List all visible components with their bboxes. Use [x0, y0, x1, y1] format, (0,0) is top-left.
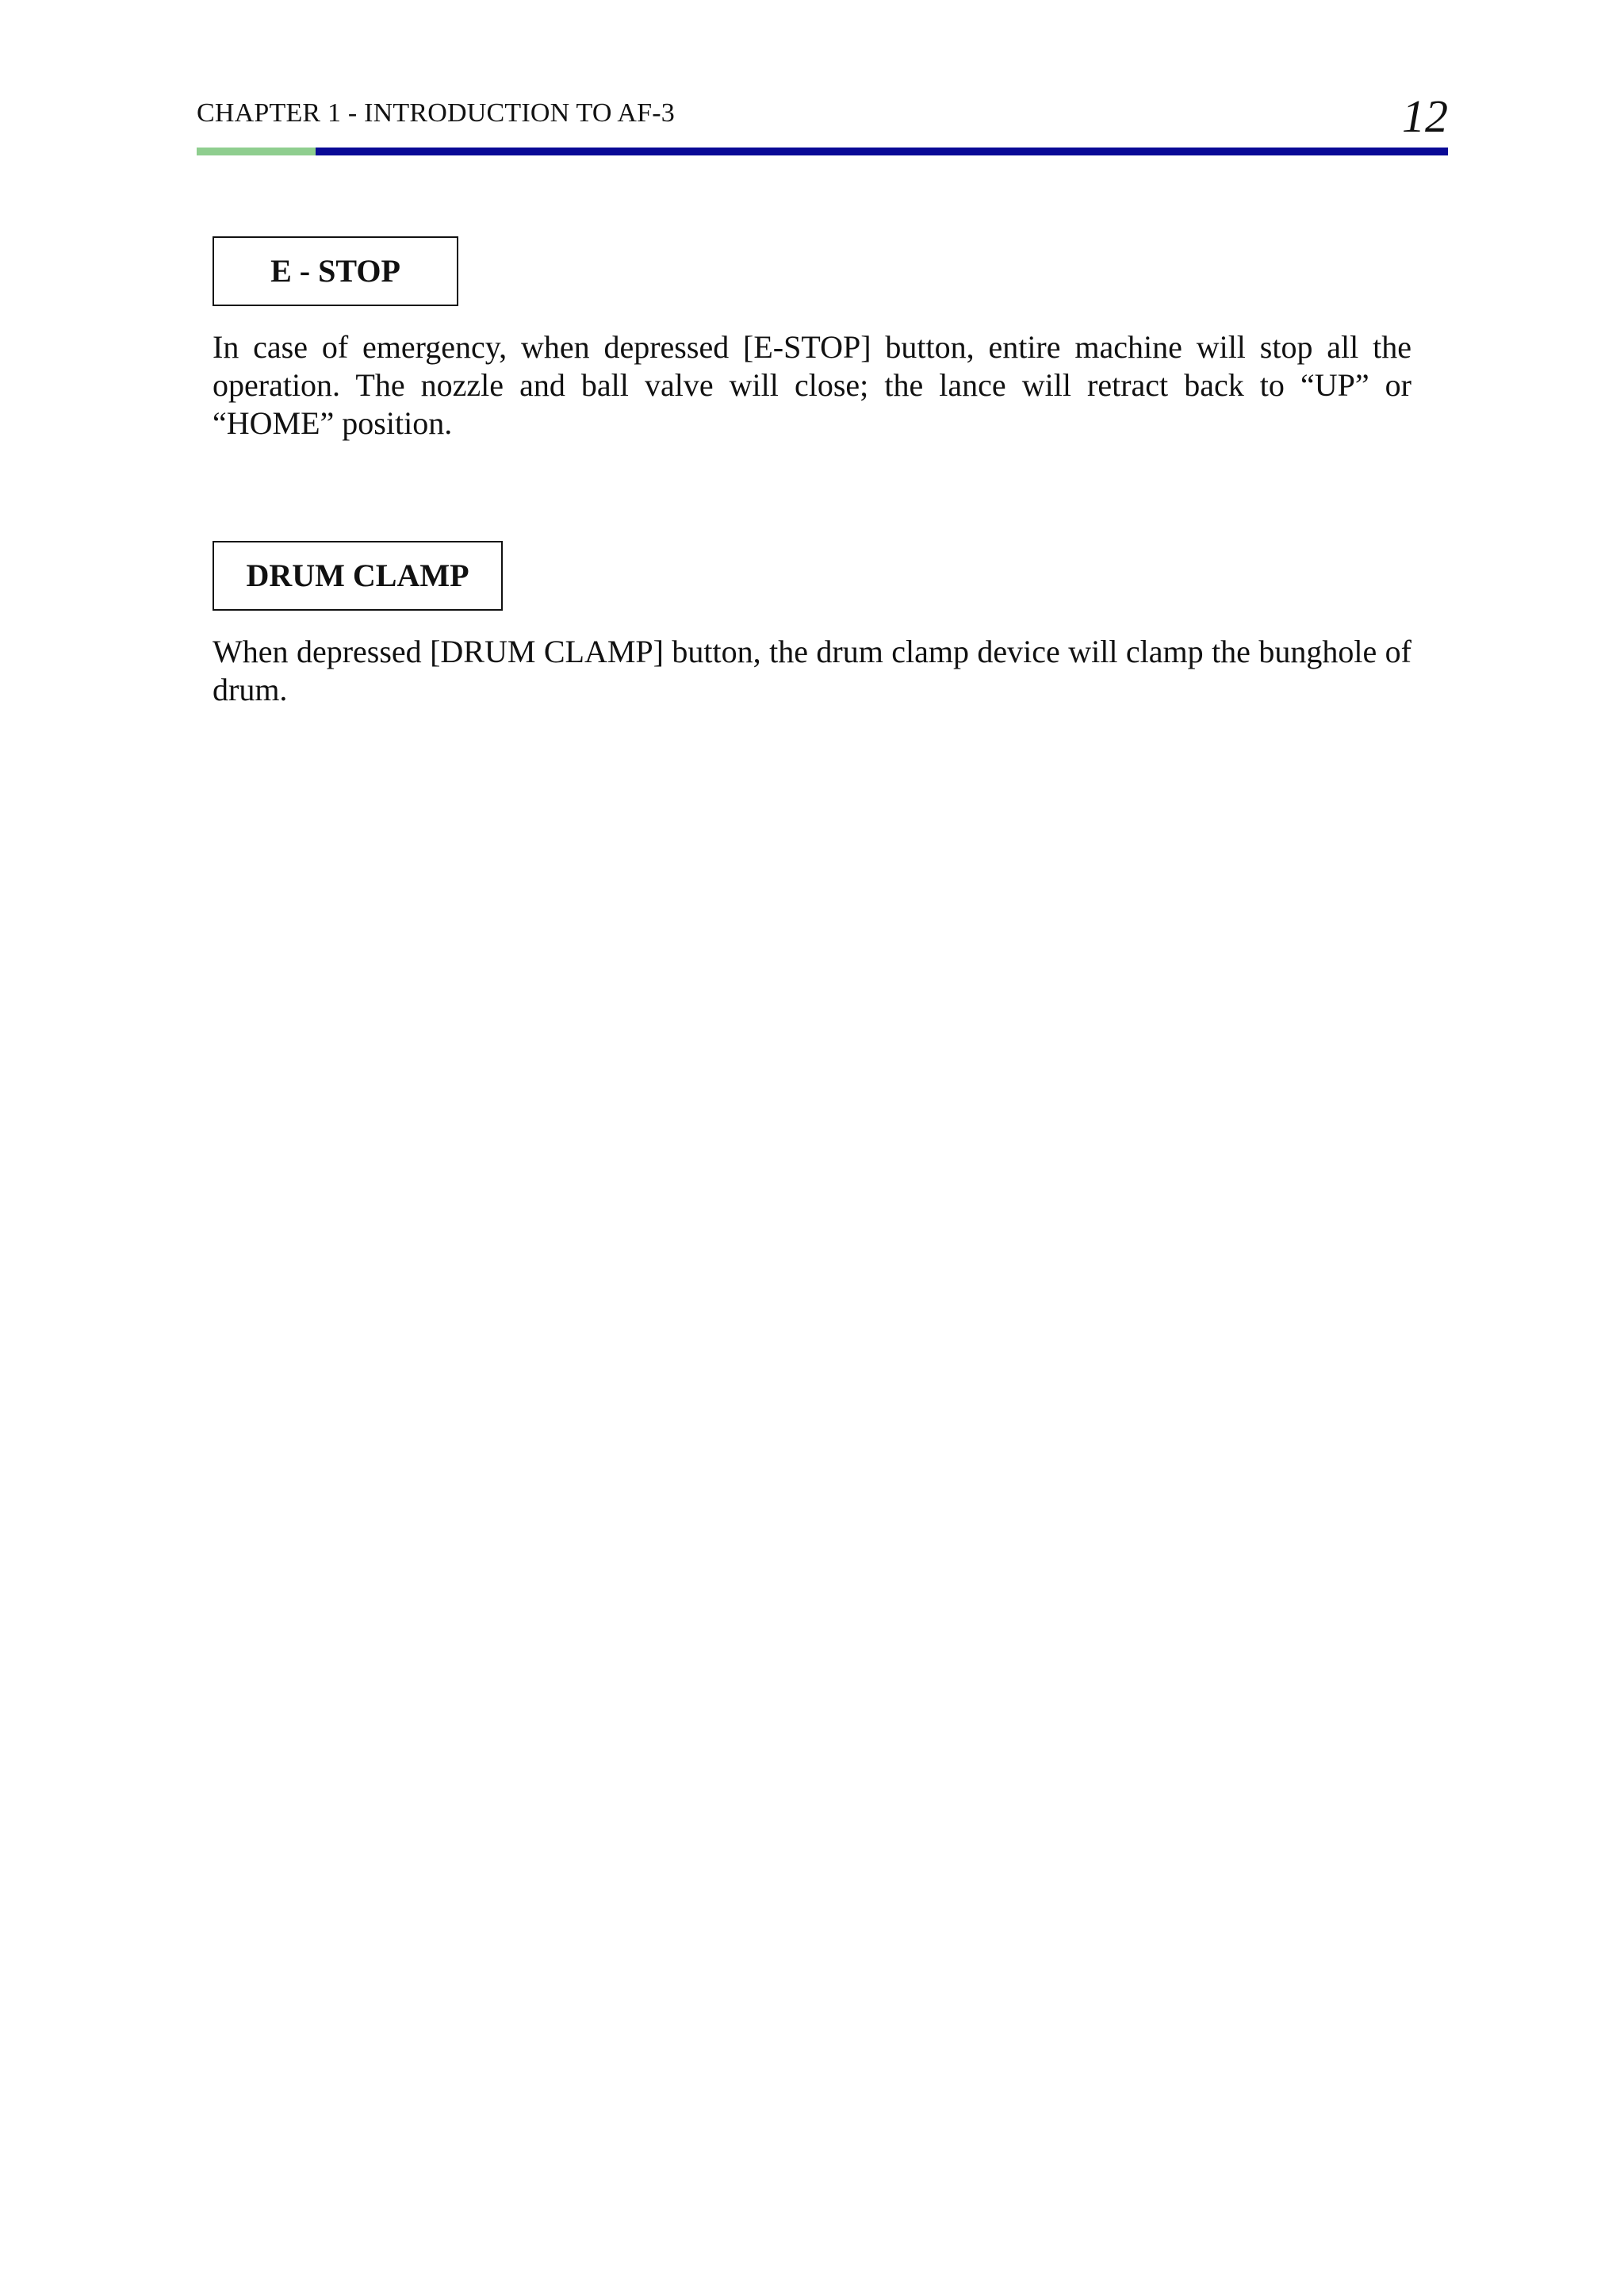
section-heading-drum-clamp: DRUM CLAMP	[213, 541, 503, 611]
chapter-title: CHAPTER 1 - INTRODUCTION TO AF-3	[197, 98, 675, 128]
section-e-stop	[213, 236, 1411, 443]
page-number: 12	[1402, 90, 1448, 142]
header-rule-accent	[197, 148, 316, 155]
section-body-e-stop: In case of emergency, when depressed [E-STOP] button, entire machine will stop all the operation. The nozzle and ball valve will close; the lance will retract back to “UP” or “HOME” position.	[213, 329, 1411, 441]
section-heading-e-stop: E - STOP	[213, 236, 458, 306]
section-body-drum-clamp: When depressed [DRUM CLAMP] button, the drum clamp device will clamp the bunghole of drum.	[213, 634, 1411, 707]
section-drum-clamp	[213, 541, 1411, 709]
header-rule	[197, 148, 1448, 155]
header-rule-main	[316, 148, 1448, 155]
